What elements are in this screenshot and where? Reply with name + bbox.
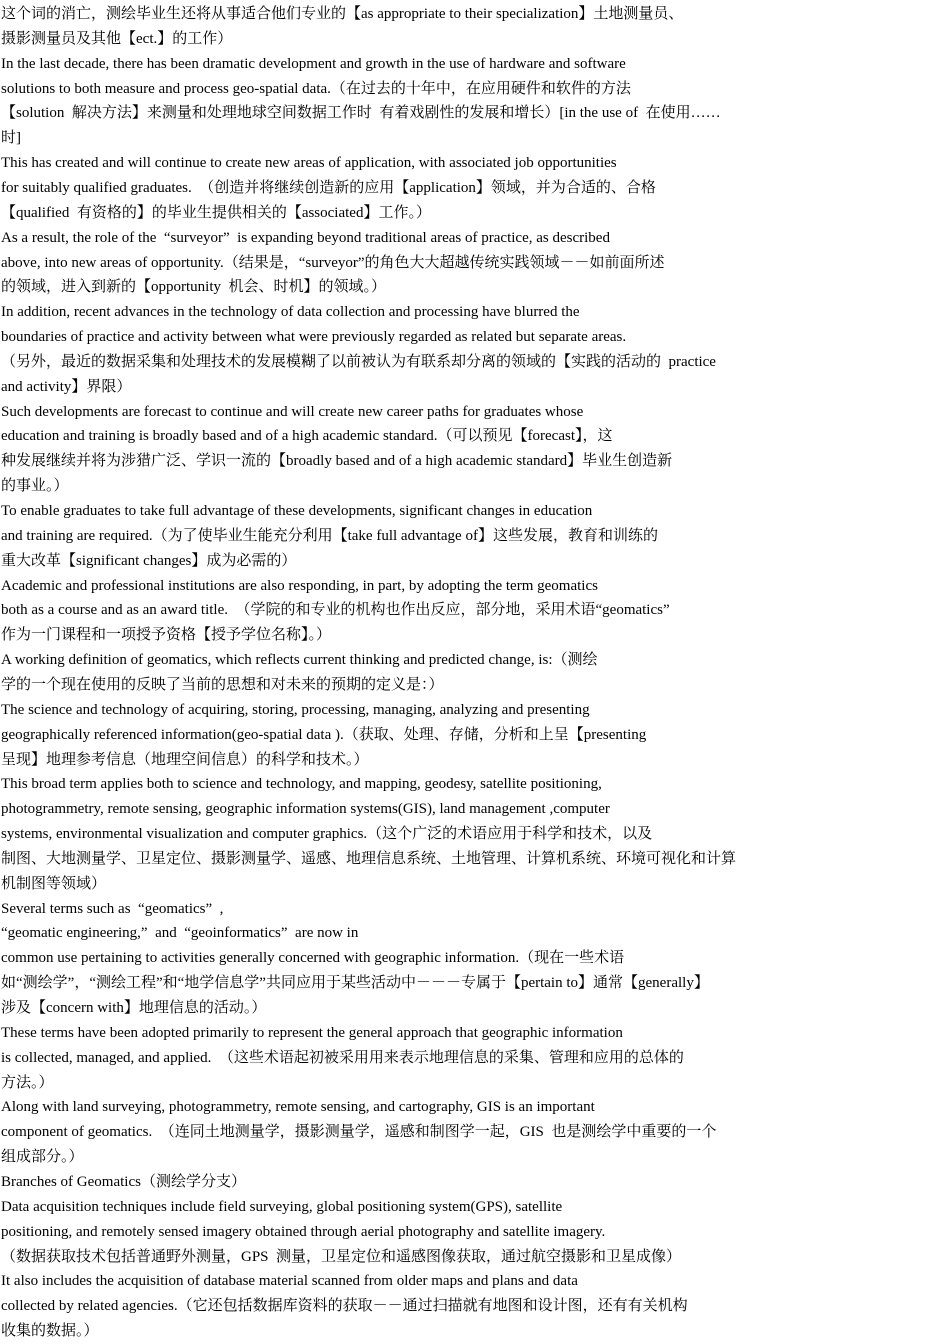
text-line: 【qualified 有资格的】的毕业生提供相关的【associated】工作。）	[1, 204, 431, 221]
text-line: common use pertaining to activities generally concerned with geographic information.（现在一些术语	[1, 950, 625, 967]
text-line: 涉及【concern with】地理信息的活动。）	[1, 1000, 267, 1016]
text-line: 这个词的消亡，测绘毕业生还将从事适合他们专业的【as appropriate to their specialization】土地测量员、	[1, 6, 684, 22]
text-line: 的事业。）	[1, 478, 69, 495]
text-line: 学的一个现在使用的反映了当前的思想和对未来的预期的定义是：）	[1, 676, 444, 693]
text-line: geographically referenced information(geo-spatial data ).（获取、处理、存储，分析和上呈【presenting	[1, 726, 647, 743]
text-line: Such developments are forecast to continue and will create new career paths for graduates whose	[1, 403, 584, 420]
text-line: 时]	[1, 130, 21, 147]
text-line: Several terms such as “geomatics” ,	[1, 900, 224, 917]
text-line: 方法。）	[1, 1074, 54, 1091]
text-line: These terms have been adopted primarily to represent the general approach that geographic information	[1, 1024, 623, 1041]
text-line: 制图、大地测量学、卫星定位、摄影测量学、遥感、地理信息系统、土地管理、计算机系统、环境可视化和计算	[1, 850, 737, 867]
text-line: 作为一门课程和一项授予资格【授予学位名称】。）	[1, 627, 332, 644]
text-line: systems, environmental visualization and computer graphics.（这个广泛的术语应用于科学和技术，以及	[1, 826, 653, 843]
text-line: This broad term applies both to science and technology, and mapping, geodesy, satellite positioning,	[1, 776, 602, 793]
text-line: Along with land surveying, photogrammetry, remote sensing, and cartography, GIS is an important	[1, 1099, 595, 1116]
text-line: “geomatic engineering,” and “geoinformatics” are now in	[1, 925, 359, 942]
text-line: 收集的数据。）	[1, 1323, 99, 1340]
text-line: As a result, the role of the “surveyor” is expanding beyond traditional areas of practice, as described	[1, 229, 610, 246]
text-line: 重大改革【significant changes】成为必需的）	[1, 552, 297, 569]
text-line: This has created and will continue to create new areas of application, with associated job opportunities	[1, 155, 617, 172]
text-line: for suitably qualified graduates. （创造并将继续创造新的应用【application】领域，并为合适的、合格	[1, 179, 656, 196]
text-line: is collected, managed, and applied. （这些术语起初被采用用来表示地理信息的采集、管理和应用的总体的	[1, 1049, 684, 1066]
text-line: education and training is broadly based and of a high academic standard.（可以预见【forecast】，这	[1, 428, 613, 445]
text-line: both as a course and as an award title. （学院的和专业的机构也作出反应，部分地，采用术语“geomatics”	[1, 602, 670, 619]
text-line: and activity】界限）	[1, 378, 132, 395]
text-line: 种发展继续并将为涉猎广泛、学识一流的【broadly based and of a high academic standard】毕业生创造新	[1, 453, 673, 470]
text-line: Academic and professional institutions are also responding, in part, by adopting the term geomatics	[1, 577, 598, 594]
text-line: 如“测绘学”，“测绘工程”和“地学信息学”共同应用于某些活动中－－－专属于【pertain to】通常【generally】	[1, 975, 709, 992]
text-line: positioning, and remotely sensed imagery obtained through aerial photography and satellite imagery.	[1, 1223, 606, 1240]
text-line: （另外，最近的数据采集和处理技术的发展模糊了以前被认为有联系却分离的领域的【实践的活动的 practice	[1, 353, 716, 370]
text-line: above, into new areas of opportunity.（结果是，“surveyor”的角色大大超越传统实践领域－－如前面所述	[1, 254, 665, 271]
text-line: A working definition of geomatics, which reflects current thinking and predicted change, is:（测绘	[1, 652, 598, 669]
text-line: Data acquisition techniques include field surveying, global positioning system(GPS), satellite	[1, 1198, 563, 1215]
text-line: collected by related agencies.（它还包括数据库资料的获取－－通过扫描就有地图和设计图，还有有关机构	[1, 1298, 688, 1315]
text-line: 组成部分。）	[1, 1149, 84, 1166]
text-line: （数据获取技术包括普通野外测量，GPS 测量，卫星定位和遥感图像获取，通过航空摄影和卫星成像）	[1, 1248, 682, 1265]
text-line: 呈现】地理参考信息（地理空间信息）的科学和技术。）	[1, 751, 369, 768]
text-line: It also includes the acquisition of database material scanned from older maps and plans and data	[1, 1273, 578, 1290]
text-line: To enable graduates to take full advantage of these developments, significant changes in education	[1, 503, 593, 519]
text-line: The science and technology of acquiring, storing, processing, managing, analyzing and presenting	[1, 701, 590, 718]
text-line: boundaries of practice and activity between what were previously regarded as related but separate areas.	[1, 329, 627, 346]
text-line: 机制图等领域）	[1, 875, 107, 892]
text-line: solutions to both measure and process geo-spatial data.（在过去的十年中，在应用硬件和软件的方法	[1, 80, 631, 97]
text-line: and training are required.（为了使毕业生能充分利用【take full advantage of】这些发展，教育和训练的	[1, 527, 658, 544]
text-line: photogrammetry, remote sensing, geographic information systems(GIS), land management ,computer	[1, 801, 610, 818]
text-line: 的领域，进入到新的【opportunity 机会、时机】的领域。）	[1, 279, 386, 296]
text-line: 【solution 解决方法】来测量和处理地球空间数据工作时 有着戏剧性的发展和增长）[in the use of 在使用……	[1, 105, 721, 122]
text-line: 摄影测量员及其他【ect.】的工作）	[1, 30, 233, 47]
text-line: component of geomatics. （连同土地测量学，摄影测量学，遥感和制图学一起，GIS 也是测绘学中重要的一个	[1, 1124, 717, 1141]
text-line: Branches of Geomatics（测绘学分支）	[1, 1173, 246, 1190]
text-line: In addition, recent advances in the technology of data collection and processing have blurred the	[1, 304, 580, 321]
text-line: In the last decade, there has been dramatic development and growth in the use of hardware and software	[1, 55, 626, 72]
